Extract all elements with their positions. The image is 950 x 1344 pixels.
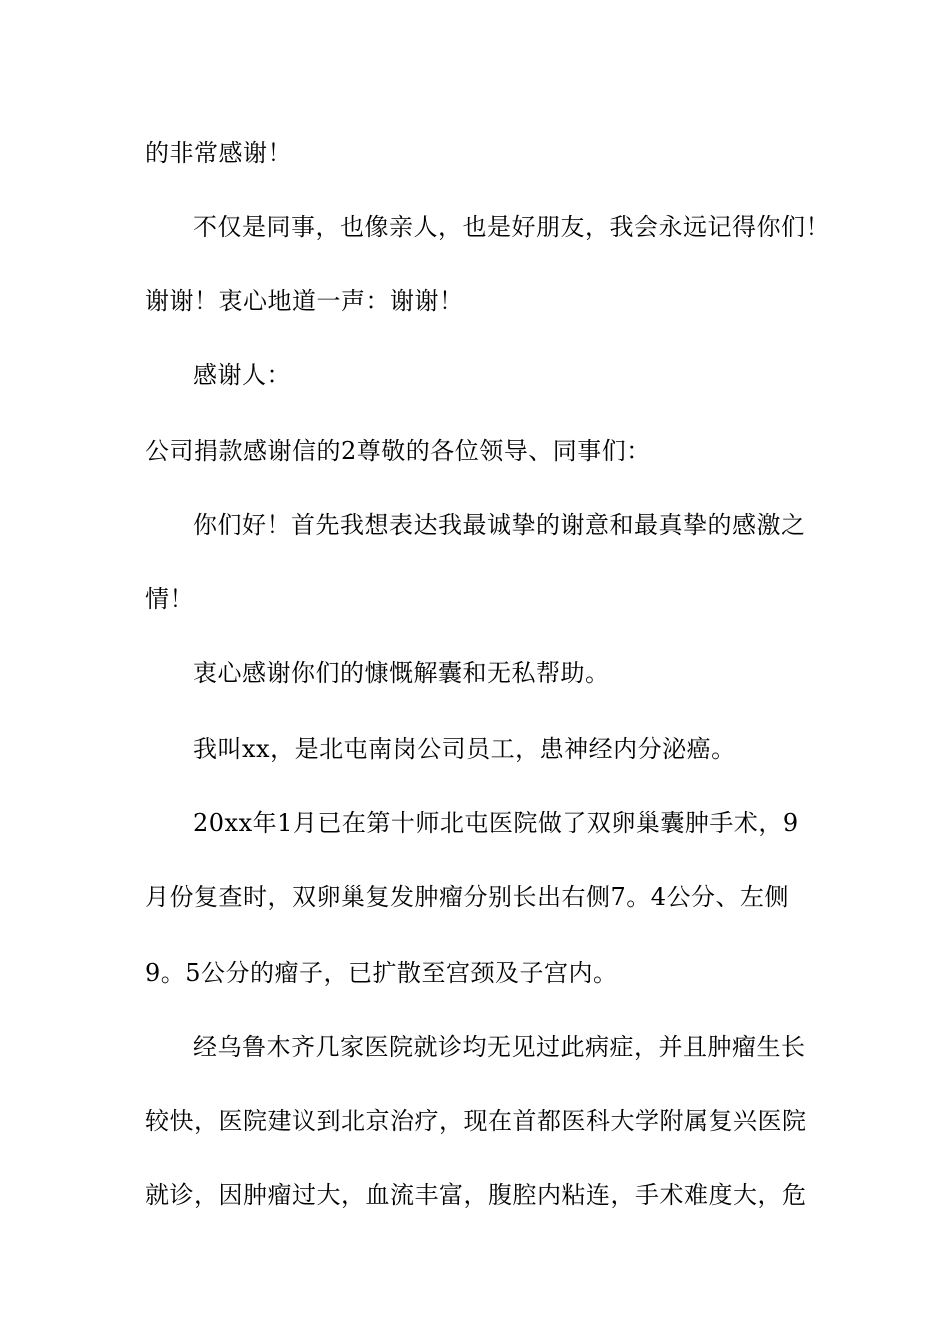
text-line: 9。5公分的瘤子，已扩散至宫颈及子宫内。: [145, 959, 618, 987]
text-line: 感谢人：: [193, 361, 291, 389]
text-line: 我叫xx，是北屯南岗公司员工，患神经内分泌癌。: [193, 735, 736, 763]
text-line: 衷心感谢你们的慷慨解囊和无私帮助。: [193, 659, 610, 687]
text-line: 你们好！首先我想表达我最诚挚的谢意和最真挚的感激之: [193, 511, 806, 539]
text-line: 就诊，因肿瘤过大，血流丰富，腹腔内粘连，手术难度大，危: [145, 1181, 807, 1209]
text-line: 不仅是同事，也像亲人，也是好朋友，我会永远记得你们！: [193, 213, 830, 241]
text-line: 情！: [145, 585, 194, 613]
text-line: 谢谢！衷心地道一声：谢谢！: [145, 287, 464, 315]
text-line: 的非常感谢！: [145, 139, 292, 167]
text-line: 月份复查时，双卵巢复发肿瘤分别长出右侧7。4公分、左侧: [145, 883, 790, 911]
text-line: 较快，医院建议到北京治疗，现在首都医科大学附属复兴医院: [145, 1107, 807, 1135]
text-line: 公司捐款感谢信的2尊敬的各位领导、同事们：: [145, 437, 651, 465]
text-line: 20xx年1月已在第十师北屯医院做了双卵巢囊肿手术，9: [193, 809, 799, 837]
text-line: 经乌鲁木齐几家医院就诊均无见过此病症，并且肿瘤生长: [193, 1033, 806, 1061]
